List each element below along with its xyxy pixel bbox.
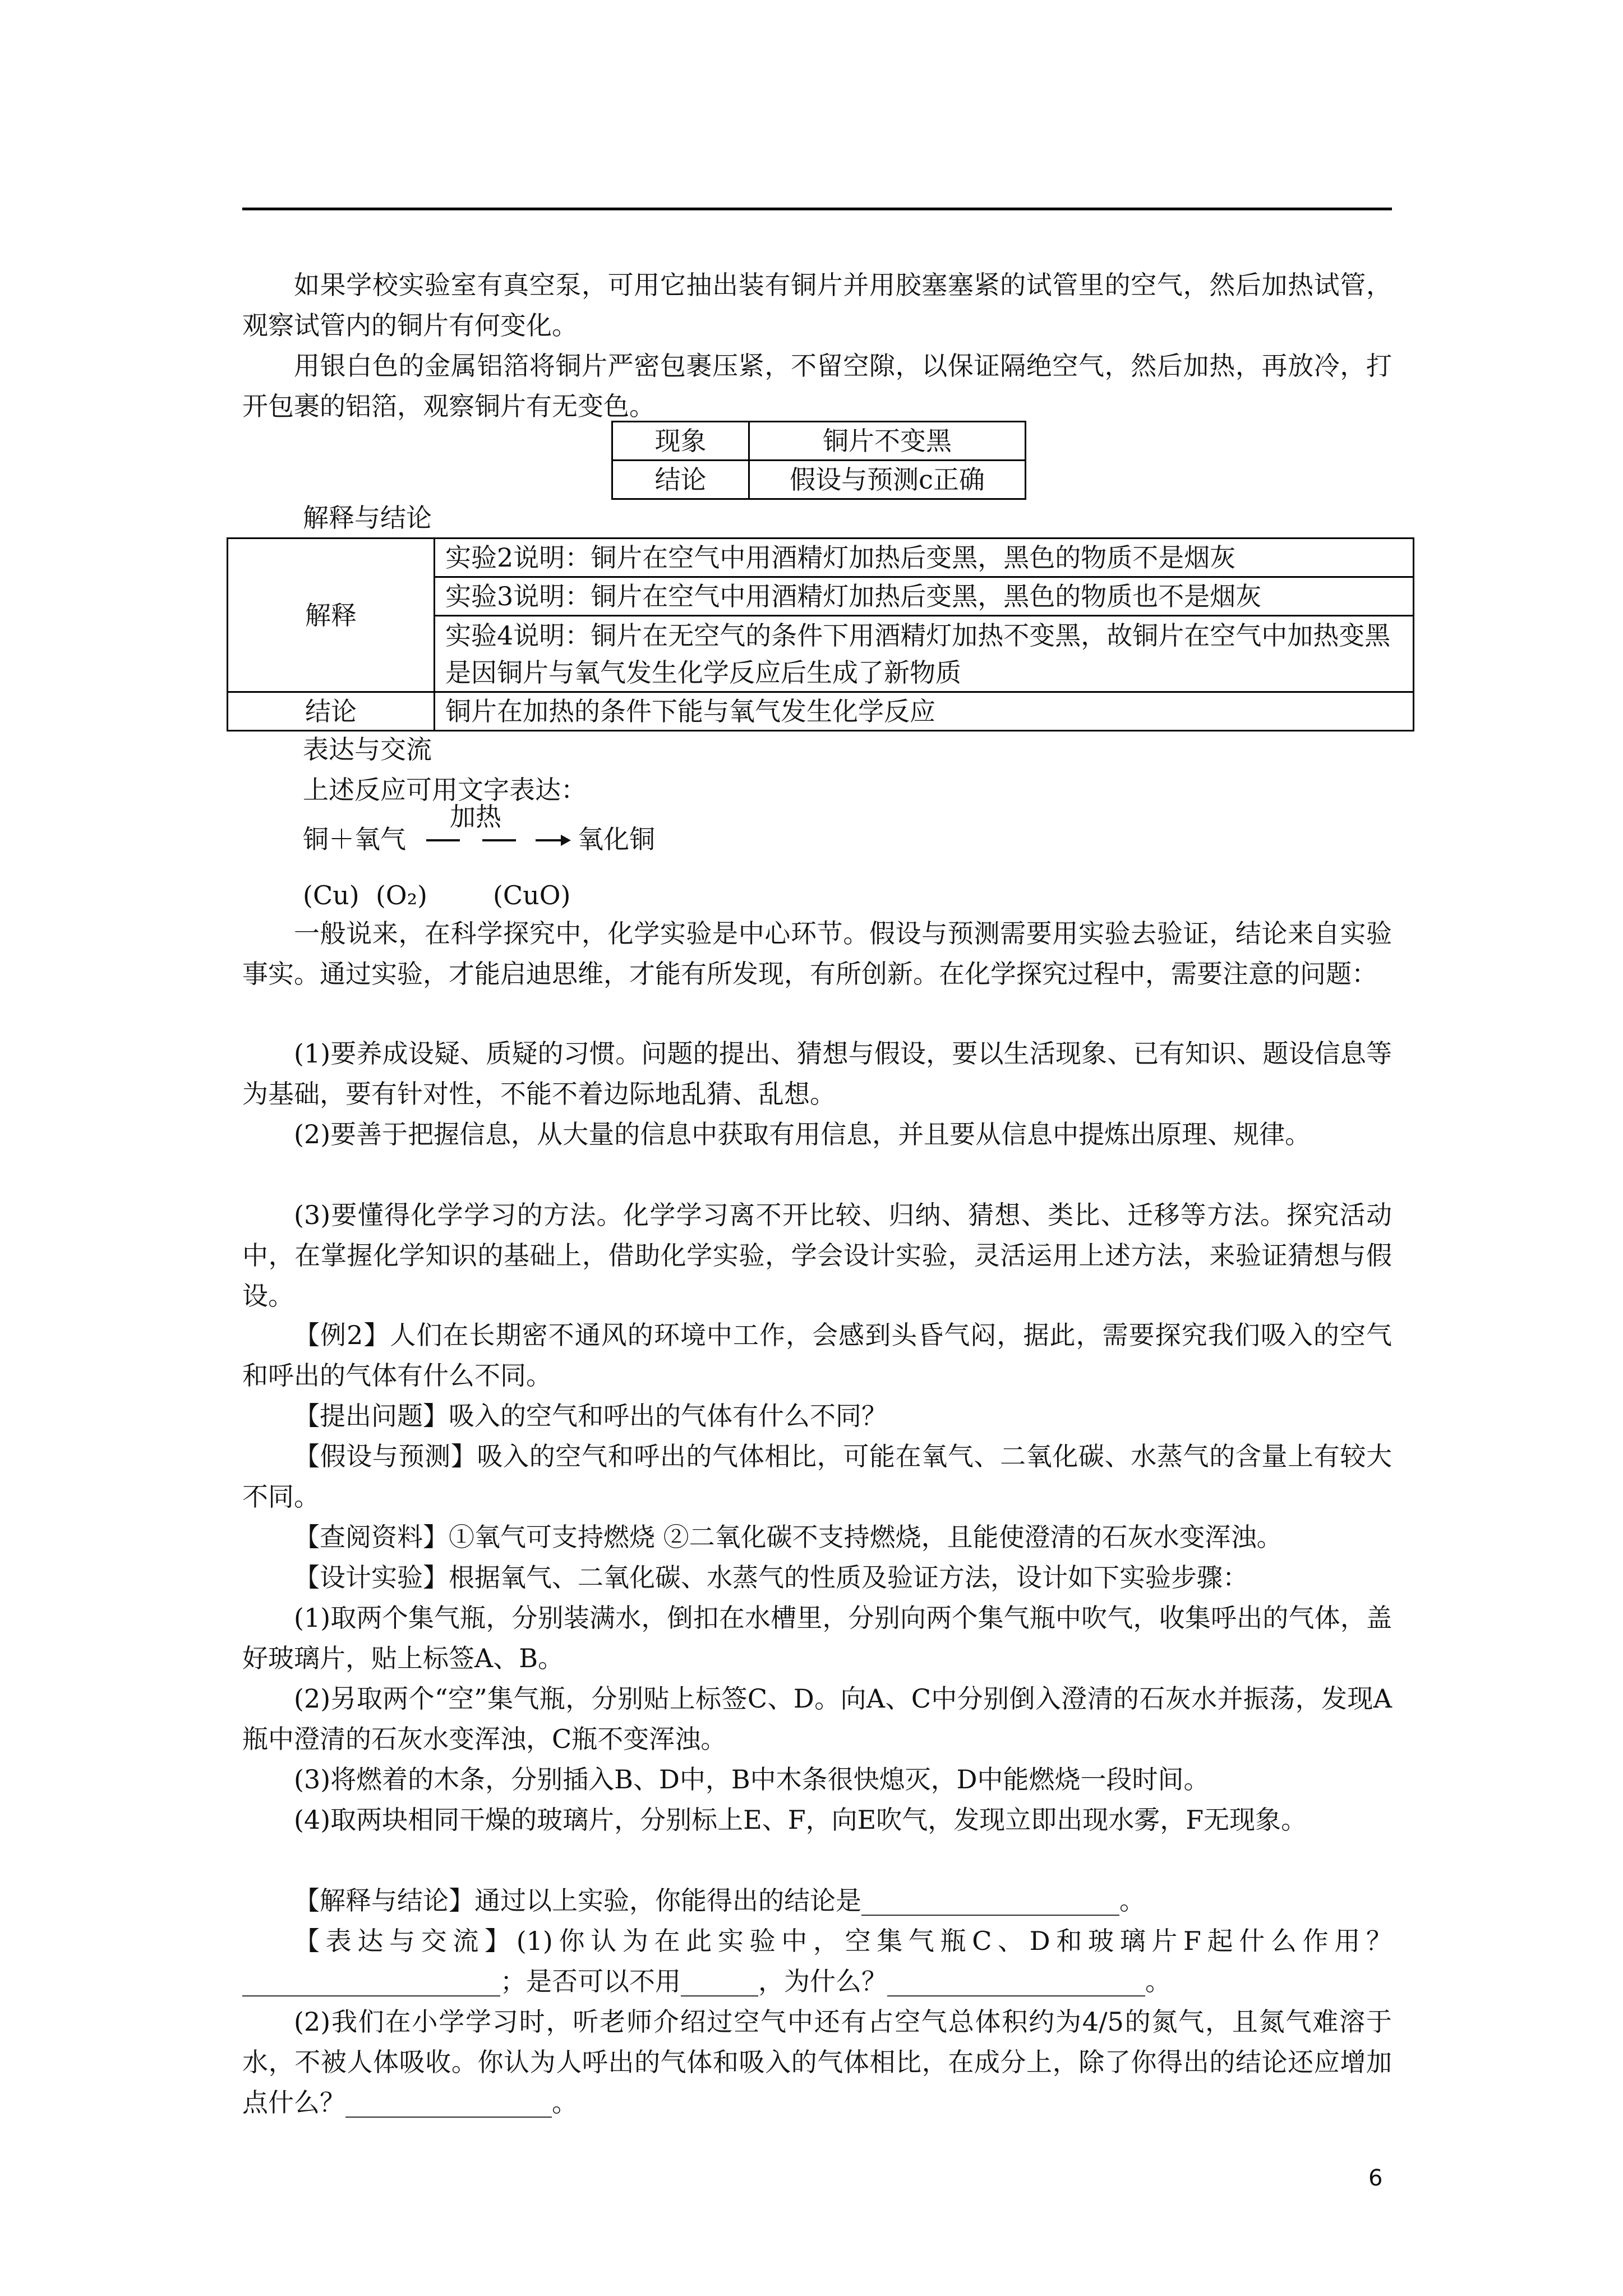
point-1: (1)要养成设疑、质疑的习惯。问题的提出、猜想与假设，要以生活现象、已有知识、题设信息等为基础，要有针对性，不能不着边际地乱猜、乱想。 [242,1038,1392,1109]
result-table [611,421,1026,500]
explain-label: 解释 [228,539,435,692]
example-intro: 【例2】人们在长期密不通风的环境中工作，会感到头昏气闷，据此，需要探究我们吸入的空气和呼出的气体有什么不同。 [242,1320,1392,1391]
result-row-label: 现象 [612,422,749,461]
conclusion-label: 结论 [228,692,435,731]
conclusion-question: 【解释与结论】通过以上实验，你能得出的结论是____________________。 [294,1885,1145,1916]
explain-table [227,537,1414,731]
example-hypothesis: 【假设与预测】吸入的空气和呼出的气体相比，可能在氧气、二氧化碳、水蒸气的含量上有较大不同。 [242,1441,1392,1512]
equation-formulas: (Cu) (O₂) (CuO) [303,880,571,910]
example-design: 【设计实验】根据氧气、二氧化碳、水蒸气的性质及验证方法，设计如下实验步骤： [294,1562,1248,1593]
step-2: (2)另取两个“空”集气瓶，分别贴上标签C、D。向A、C中分别倒入澄清的石灰水并振荡，发现A瓶中澄清的石灰水变浑浊，C瓶不变浑浊。 [242,1683,1392,1754]
result-row-label: 结论 [612,461,749,499]
equation-right: 氧化铜 [578,824,655,854]
example-question: 【提出问题】吸入的空气和呼出的气体有什么不同？ [294,1401,887,1431]
result-row-value: 铜片不变黑 [749,422,1026,461]
step-3: (3)将燃着的木条，分别插入B、D中，B中木条很快熄灭，D中能燃烧一段时间。 [294,1764,1210,1795]
explain-row: 实验2说明：铜片在空气中用酒精灯加热后变黑，黑色的物质不是烟灰 [435,539,1414,577]
result-row-value: 假设与预测c正确 [749,461,1026,499]
express-question-2: (2)我们在小学学习时，听老师介绍过空气中还有占空气总体积约为4/5的氮气，且氮气难溶于水，不被人体吸收。你认为人呼出的气体和吸入的气体相比，在成分上，除了你得出的结论还应增加点什么？________________。 [242,2007,1392,2118]
intro-paragraph-2: 用银白色的金属铝箔将铜片严密包裹压紧，不留空隙，以保证隔绝空气，然后加热，再放冷，打开包裹的铝箔，观察铜片有无变色。 [242,351,1392,421]
step-4: (4)取两块相同干燥的玻璃片，分别标上E、F，向E吹气，发现立即出现水雾，F无现象。 [294,1805,1307,1835]
express-line: 上述反应可用文字表达： [303,775,587,805]
step-1: (1)取两个集气瓶，分别装满水，倒扣在水槽里，分别向两个集气瓶中吹气，收集呼出的气体，盖好玻璃片，贴上标签A、B。 [242,1603,1392,1673]
header-rule [242,208,1392,210]
arrow-icon [426,829,572,852]
equation-left: 铜＋氧气 [303,824,406,854]
explain-row: 实验3说明：铜片在空气中用酒精灯加热后变黑，黑色的物质也不是烟灰 [435,577,1414,616]
point-2: (2)要善于把握信息，从大量的信息中获取有用信息，并且要从信息中提炼出原理、规律。 [294,1119,1311,1149]
explain-row: 实验4说明：铜片在无空气的条件下用酒精灯加热不变黑，故铜片在空气中加热变黑是因铜片与氧气发生化学反应后生成了新物质 [435,616,1414,692]
page-number: 6 [1368,2165,1383,2191]
express-question-1: 【表达与交流】(1)你认为在此实验中，空集气瓶C、D和玻璃片F起什么作用？____________________；是否可以不用______，为什么？____________________。 [242,1926,1392,1996]
equation-condition: 加热 [450,802,501,832]
explain-heading: 解释与结论 [303,503,432,533]
intro-paragraph-1: 如果学校实验室有真空泵，可用它抽出装有铜片并用胶塞塞紧的试管里的空气，然后加热试管，观察试管内的铜片有何变化。 [242,270,1392,341]
express-heading: 表达与交流 [303,734,432,765]
example-reference: 【查阅资料】①氧气可支持燃烧 ②二氧化碳不支持燃烧，且能使澄清的石灰水变浑浊。 [294,1522,1283,1552]
point-3: (3)要懂得化学学习的方法。化学学习离不开比较、归纳、猜想、类比、迁移等方法。探究活动中，在掌握化学知识的基础上，借助化学实验，学会设计实验，灵活运用上述方法，来验证猜想与假设。 [242,1200,1392,1311]
conclusion-value: 铜片在加热的条件下能与氧气发生化学反应 [435,692,1414,731]
general-paragraph: 一般说来，在科学探究中，化学实验是中心环节。假设与预测需要用实验去验证，结论来自实验事实。通过实验，才能启迪思维，才能有所发现，有所创新。在化学探究过程中，需要注意的问题： [242,918,1392,989]
